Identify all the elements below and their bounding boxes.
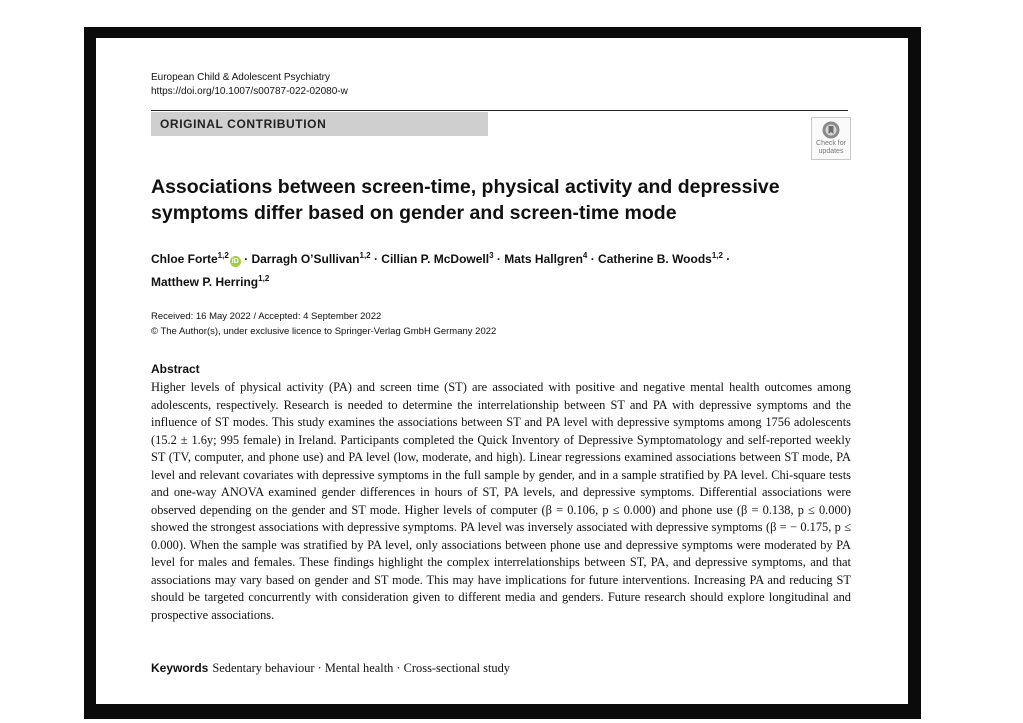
abstract-heading: Abstract — [151, 362, 200, 376]
journal-header — [151, 71, 348, 99]
author-name: Mats Hallgren — [504, 252, 583, 266]
check-updates-line2: updates — [818, 148, 844, 155]
keywords-line — [151, 661, 510, 676]
paper-title: Associations between screen-time, physical activity and depressive symptoms differ based on gender and screen-time mode — [151, 176, 780, 224]
check-for-updates-badge[interactable] — [811, 117, 851, 160]
publication-dates — [151, 309, 496, 339]
author-affiliation: 1,2 — [217, 251, 229, 260]
received-accepted: Received: 16 May 2022 / Accepted: 4 September 2022 — [151, 311, 382, 322]
bookmark-icon — [822, 121, 840, 139]
journal-doi[interactable]: https://doi.org/10.1007/s00787-022-02080-w — [151, 86, 348, 97]
orcid-icon[interactable]: iD — [231, 258, 239, 265]
abstract-text: Higher levels of physical activity (PA) and screen time (ST) are associated with positive and negative mental health outcomes among adolescents, respectively. Research is needed to determine the interrelationship between ST and PA with depressive symptoms and the influence of ST modes. This study examines the associations between ST and PA level with depressive symptoms among 1756 adolescents (15.2 ± 1.6y; 995 female) in Ireland. Participants completed the Quick Inventory of Depressive Symptomatology and self-reported weekly ST (TV, computer, and phone use) and PA level (low, moderate, and high). Linear regressions examined associations between ST mode, PA level and relevant covariates with depressive symptoms in the full sample by gender, and in a sample stratified by PA level. Chi-square tests and one-way ANOVA examined gender differences in hours of ST, PA levels, and depressive symptoms. Differential associations were observed depending on the gender and ST mode. Higher levels of computer (β = 0.106, p ≤ 0.000) and phone use (β = 0.138, p ≤ 0.000) showed the strongest associations with depressive symptoms. PA level was inversely associated with depressive symptoms (β = − 0.175, p ≤ 0.000). When the sample was stratified by PA level, only associations between phone use and depressive symptoms were moderated by PA level for males and females. These findings highlight the complex interrelationships between ST, PA, and depressive symptoms, and that associations may vary based on gender and ST mode. This may have implications for future interventions. Increasing PA and reducing ST should be targeted concurrently with consideration given to different media and genders. Future research should explore longitudinal and prospective associations. — [151, 380, 851, 622]
paper-page — [96, 38, 908, 704]
author-list: Chloe Forte$^{1,2}$iD · Darragh O’Sullivan$^{1,2}$ · Cillian P. McDowell$^3$ · Mats Hallgren$^4$ · Catherine B. Woods$^{1,2}$ · Matthew P. Herring$^{1,2}$ — [151, 251, 731, 289]
journal-name: European Child & Adolescent Psychiatry — [151, 72, 330, 83]
author-name: Darragh O’Sullivan — [251, 252, 360, 266]
author-name: Chloe Forte — [151, 252, 218, 266]
author-name: Cillian P. McDowell — [381, 252, 490, 266]
section-label: ORIGINAL CONTRIBUTION — [151, 112, 488, 136]
author-affiliation: 1,2 — [359, 251, 371, 260]
keywords-label: Keywords — [151, 661, 209, 675]
author-affiliation: 1,2 — [258, 274, 270, 283]
author-name: Matthew P. Herring — [151, 275, 259, 289]
author-name: Catherine B. Woods — [598, 252, 712, 266]
check-updates-line1: Check for — [816, 140, 846, 147]
copyright-notice: © The Author(s), under exclusive licence to Springer-Verlag GmbH Germany 2022 — [151, 326, 497, 337]
header-rule — [151, 110, 848, 111]
author-affiliation: 3 — [489, 251, 494, 260]
author-affiliation: 1,2 — [711, 251, 723, 260]
author-affiliation: 4 — [582, 251, 588, 260]
keywords-values: Sedentary behaviour · Mental health · Cross-sectional study — [212, 661, 511, 675]
